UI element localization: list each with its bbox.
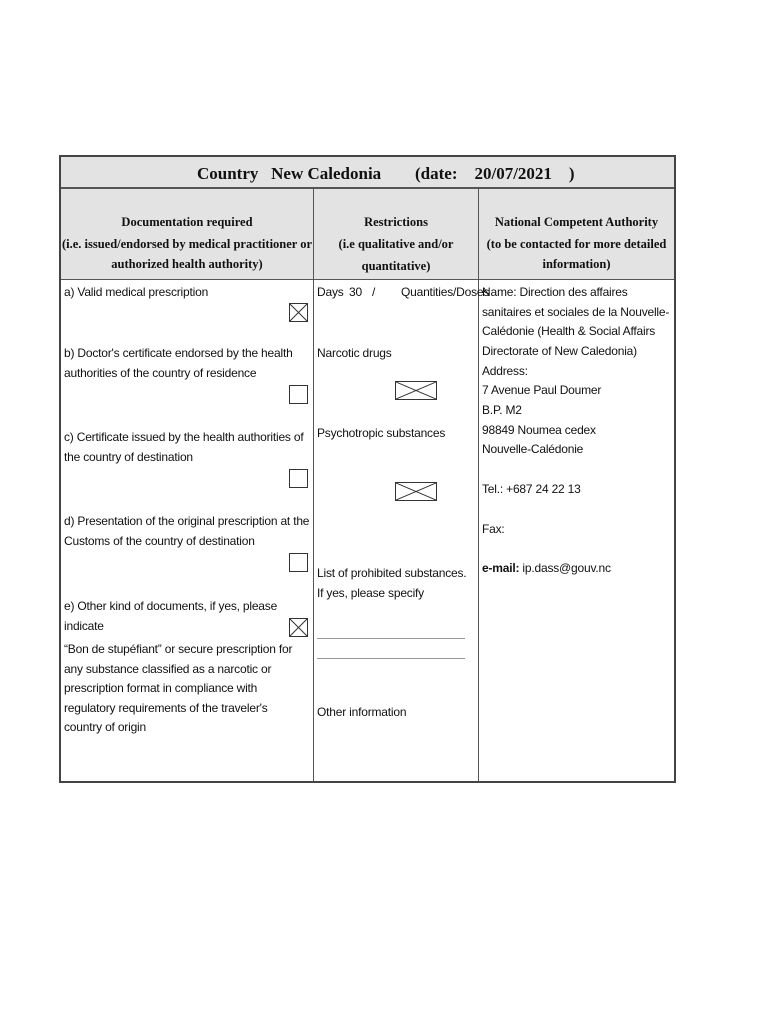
days-label: Days	[317, 285, 344, 299]
check-x-icon	[396, 483, 436, 500]
email-label: e-mail:	[482, 561, 520, 575]
quantities-label: Quantities/Doses	[401, 285, 490, 299]
doc-d-checkbox[interactable]	[289, 553, 308, 572]
fax-text: Fax:	[482, 522, 505, 536]
psychotropic-label: Psychotropic substances	[317, 426, 446, 440]
doc-e-text: e) Other kind of documents, if yes, please indicate	[64, 599, 278, 633]
doc-d-text: d) Presentation of the original prescription at the Customs of the country of destination	[64, 514, 310, 548]
address-line-2: B.P. M2	[482, 403, 522, 417]
country-title: Country New Caledonia	[197, 164, 382, 183]
email-value[interactable]: ip.dass@gouv.nc	[522, 561, 611, 575]
title-bar	[61, 157, 674, 189]
doc-e-detail: “Bon de stupéfiant” or secure prescription for any substance classified as a narcotic or prescription format in compliance with regulatory requirements of the traveler's country of origin	[64, 642, 293, 734]
header-auth-line3: information)	[542, 257, 611, 271]
check-x-icon	[396, 382, 436, 399]
doc-b-checkbox[interactable]	[289, 385, 308, 404]
table-body	[61, 280, 674, 781]
address-line-4: Nouvelle-Calédonie	[482, 442, 584, 456]
doc-a-text: a) Valid medical prescription	[64, 285, 209, 299]
header-doc-line1: Documentation required	[121, 215, 253, 229]
header-row	[61, 189, 674, 280]
header-restrictions	[314, 211, 478, 277]
check-x-icon	[290, 619, 307, 636]
doc-b-text: b) Doctor's certificate endorsed by the health authorities of the country of residence	[64, 346, 293, 380]
tel-text: Tel.: +687 24 22 13	[482, 482, 581, 496]
check-x-icon	[290, 304, 307, 321]
address-label: Address:	[482, 364, 528, 378]
header-documentation	[61, 211, 313, 273]
address-line-1: 7 Avenue Paul Doumer	[482, 383, 602, 397]
header-auth-line1: National Competent Authority	[494, 215, 659, 229]
doc-a-checkbox[interactable]	[289, 303, 308, 322]
header-doc-line2: (i.e. issued/endorsed by medical practitioner or	[61, 237, 313, 251]
specify-line-2[interactable]	[317, 658, 465, 659]
doc-c-checkbox[interactable]	[289, 469, 308, 488]
authority-name: Name: Direction des affaires sanitaires et sociales de la Nouvelle-Calédonie (Health & Social Affairs Directorate of New Caledonia)	[482, 285, 670, 358]
header-authority	[479, 211, 674, 273]
address-line-3: 98849 Noumea cedex	[482, 423, 596, 437]
days-slash: /	[372, 285, 376, 299]
specify-line-1[interactable]	[317, 638, 465, 639]
other-info-label: Other information	[317, 705, 407, 719]
prohibited-label: List of prohibited substances. If yes, please specify	[317, 566, 467, 600]
header-auth-line2: (to be contacted for more detailed	[486, 237, 667, 251]
header-restr-line1: Restrictions	[364, 215, 428, 229]
doc-e-checkbox[interactable]	[289, 618, 308, 637]
header-doc-line3: authorized health authority)	[111, 257, 263, 271]
form-table	[59, 155, 676, 783]
email-row	[482, 559, 611, 579]
narcotic-label: Narcotic drugs	[317, 346, 392, 360]
narcotic-checkbox[interactable]	[395, 381, 437, 400]
date-title: (date: 20/07/2021 )	[415, 164, 575, 183]
doc-c-text: c) Certificate issued by the health authorities of the country of destination	[64, 430, 304, 464]
days-value: 30	[349, 285, 362, 299]
psychotropic-checkbox[interactable]	[395, 482, 437, 501]
header-restr-line2: (i.e qualitative and/or quantitative)	[338, 237, 454, 273]
